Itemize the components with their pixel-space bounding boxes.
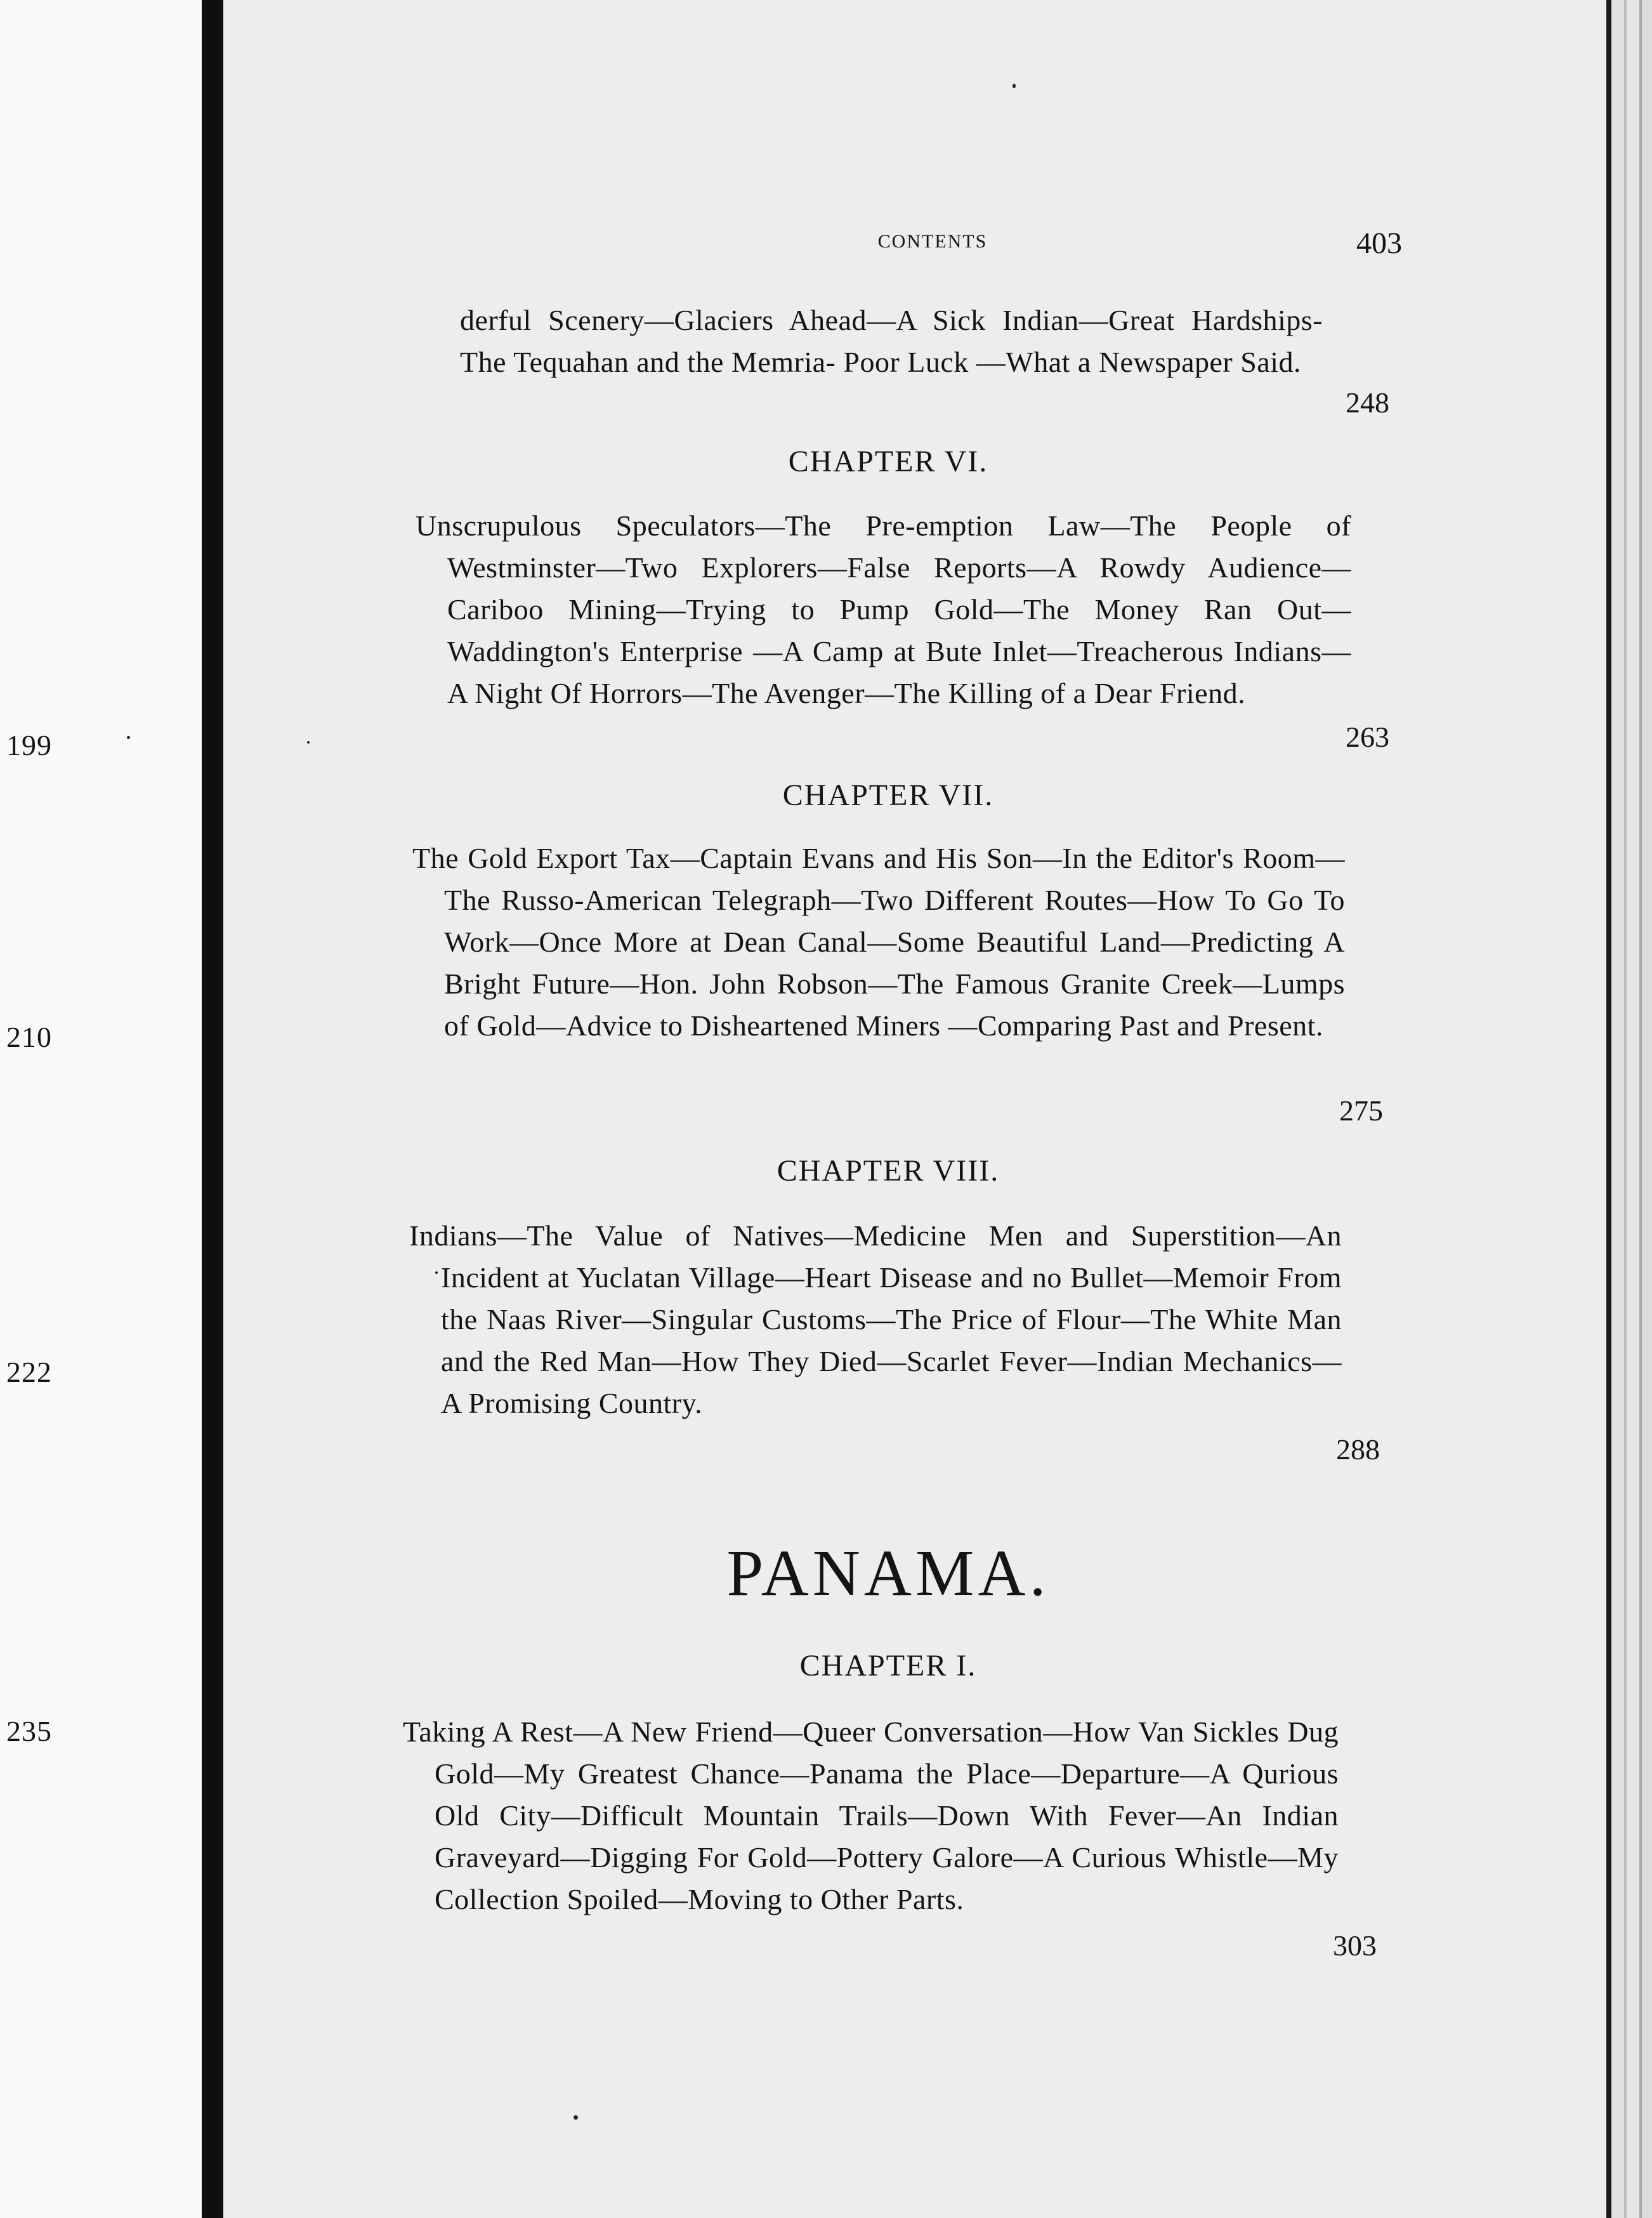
running-title: CONTENTS	[877, 231, 988, 252]
toc-entry-text: Unscrupulous Speculators—The Pre-emption Law—The People of Westminster—Two Explorers—False Reports—A Rowdy Audience—Cariboo Mining—Trying to Pump Gold—The Money Ran Out—Waddington's Enterprise —A Camp at Bute Inlet—Treacherous Indians—A Night Of Horrors—The Avenger—The Killing of a Dear Friend.	[416, 509, 1351, 709]
toc-entry-page: 288	[1336, 1433, 1380, 1466]
page-edge	[1606, 0, 1652, 2218]
toc-entry	[416, 505, 1351, 714]
chapter-title: CHAPTER VIII.	[777, 1154, 1000, 1188]
toc-entry-page: 275	[1339, 1094, 1383, 1127]
margin-number: 222	[6, 1356, 52, 1388]
toc-entry-page: 303	[1333, 1929, 1377, 1962]
speck	[127, 736, 130, 739]
toc-entry	[403, 1711, 1339, 1920]
page-number: 403	[1356, 226, 1402, 260]
speck	[574, 2115, 578, 2120]
section-title: PANAMA.	[726, 1537, 1050, 1610]
speck	[1013, 84, 1016, 88]
toc-entry-page: 248	[1346, 386, 1389, 419]
margin-number: 210	[6, 1021, 52, 1053]
margin-number: 235	[6, 1715, 52, 1747]
chapter-title: CHAPTER I.	[799, 1649, 977, 1683]
left-page	[0, 0, 202, 2218]
toc-entry-text: Taking A Rest—A New Friend—Queer Conversation—How Van Sickles Dug Gold—My Greatest Chance—Panama the Place—Departure—A Qurious Old City—Difficult Mountain Trails—Down With Fever—An Indian Graveyard—Digging For Gold—Pottery Galore—A Curious Whistle—My Collection Spoiled—Moving to Other Parts.	[403, 1716, 1339, 1915]
speck	[307, 741, 310, 744]
toc-entry-text: derful Scenery—Glaciers Ahead—A Sick Indian—Great Hardships- The Tequahan and the Memria- Poor Luck —What a Newspaper Said.	[460, 304, 1323, 378]
margin-number: 199	[6, 729, 52, 761]
toc-entry	[409, 1215, 1342, 1424]
toc-entry-continued	[460, 299, 1323, 383]
toc-entry	[412, 837, 1345, 1047]
book-gutter	[202, 0, 223, 2218]
chapter-title: CHAPTER VII.	[782, 778, 994, 812]
toc-entry-page: 263	[1346, 721, 1389, 753]
toc-entry-text: The Gold Export Tax—Captain Evans and His Son—In the Editor's Room—The Russo-American Telegraph—Two Different Routes—How To Go To Work—Once More at Dean Canal—Some Beautiful Land—Predicting A Bright Future—Hon. John Robson—The Famous Granite Creek—Lumps of Gold—Advice to Disheartened Miners —Comparing Past and Present.	[412, 842, 1345, 1042]
toc-entry-text: Indians—The Value of Natives—Medicine Men and Superstition—An Incident at Yuclatan Village—Heart Disease and no Bullet—Memoir From the Naas River—Singular Customs—The Price of Flour—The White Man and the Red Man—How They Died—Scarlet Fever—Indian Mechanics—A Promising Country.	[409, 1219, 1342, 1419]
chapter-title: CHAPTER VI.	[788, 445, 988, 478]
